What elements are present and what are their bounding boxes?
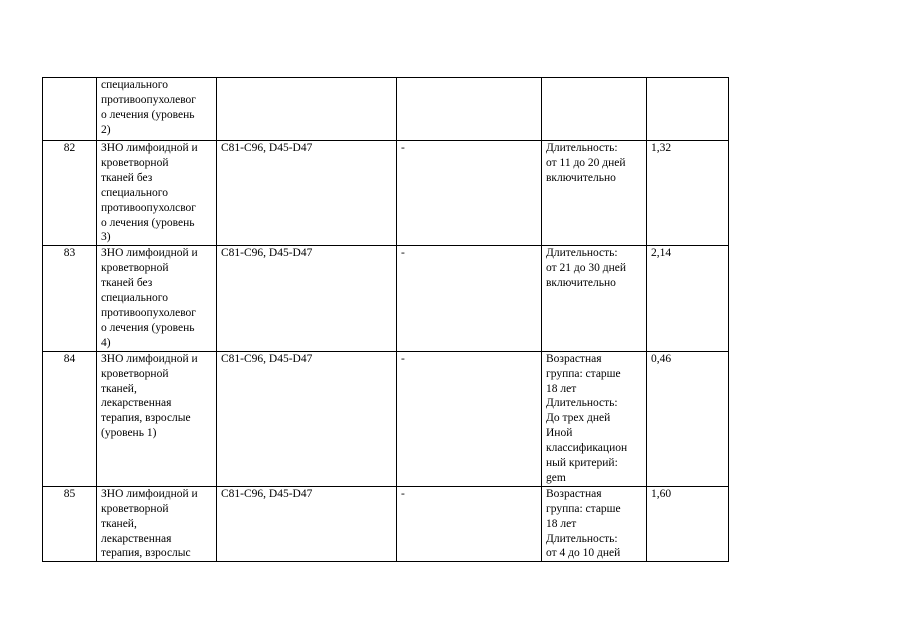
cell-line: от 11 до 20 дней bbox=[546, 156, 626, 169]
cell-line: Возрастная bbox=[546, 352, 602, 365]
cell-line: кроветворной bbox=[101, 156, 169, 169]
row-number-cell: 85 bbox=[43, 486, 97, 562]
group-name-cell bbox=[97, 141, 217, 246]
icd-codes-cell: C81-C96, D45-D47 bbox=[217, 486, 397, 562]
cell-line: от 4 до 10 дней bbox=[546, 547, 621, 560]
cell-line: Иной bbox=[546, 427, 573, 440]
cell-line: gem bbox=[546, 471, 566, 484]
cell-line: 2) bbox=[101, 123, 111, 136]
cell-line: группа: старше bbox=[546, 502, 621, 515]
cell-line: о лечения (уровень bbox=[101, 108, 195, 121]
row-number-cell: 84 bbox=[43, 351, 97, 486]
icd-codes-cell bbox=[217, 78, 397, 141]
cell-line: о лечения (уровень bbox=[101, 216, 195, 229]
cell-line: Длительность: bbox=[546, 247, 618, 260]
cell-line: лекарственная bbox=[101, 397, 172, 410]
services-cell: - bbox=[397, 486, 542, 562]
cell-line: тканей, bbox=[101, 517, 137, 530]
cell-line: ЗНО лимфоидной и bbox=[101, 247, 198, 260]
table-row bbox=[43, 351, 729, 486]
row-number-cell: 82 bbox=[43, 141, 97, 246]
cell-line: включительно bbox=[546, 171, 616, 184]
group-name-cell bbox=[97, 246, 217, 351]
criteria-cell bbox=[542, 351, 647, 486]
cell-line: противоопухолевог bbox=[101, 93, 197, 106]
coefficient-cell: 1,60 bbox=[647, 486, 729, 562]
cell-line: До трех дней bbox=[546, 412, 611, 425]
icd-codes-cell: C81-C96, D45-D47 bbox=[217, 141, 397, 246]
services-cell: - bbox=[397, 351, 542, 486]
cell-line: (уровень 1) bbox=[101, 427, 157, 440]
icd-codes-cell: C81-C96, D45-D47 bbox=[217, 351, 397, 486]
cell-line: лекарственная bbox=[101, 532, 172, 545]
cell-line: Длительность: bbox=[546, 532, 618, 545]
cell-line: включительно bbox=[546, 277, 616, 290]
cell-line: специального bbox=[101, 79, 168, 91]
cell-line: 18 лет bbox=[546, 517, 577, 530]
cell-line: Длительность: bbox=[546, 397, 618, 410]
group-name-cell bbox=[97, 351, 217, 486]
cell-line: тканей без bbox=[101, 171, 153, 184]
cell-line: о лечения (уровень bbox=[101, 321, 195, 334]
cell-line: ЗНО лимфоидной и bbox=[101, 142, 198, 154]
cell-line: ЗНО лимфоидной и bbox=[101, 487, 198, 500]
criteria-cell bbox=[542, 246, 647, 351]
cell-line: тканей, bbox=[101, 382, 137, 395]
cell-line: специального bbox=[101, 292, 168, 305]
criteria-cell bbox=[542, 78, 647, 141]
criteria-cell bbox=[542, 486, 647, 562]
cell-line: 18 лет bbox=[546, 382, 577, 395]
cell-line: терапия, взрослые bbox=[101, 412, 191, 425]
cell-line: противоопухолевог bbox=[101, 306, 197, 319]
coefficient-cell: 2,14 bbox=[647, 246, 729, 351]
row-number-cell: 83 bbox=[43, 246, 97, 351]
table-row bbox=[43, 486, 729, 562]
coefficient-cell: 0,46 bbox=[647, 351, 729, 486]
cell-line: ный критерий: bbox=[546, 457, 618, 470]
table-row bbox=[43, 78, 729, 141]
cell-line: терапия, взрослыс bbox=[101, 547, 191, 560]
row-number-cell bbox=[43, 78, 97, 141]
cell-line: Длительность: bbox=[546, 142, 618, 154]
criteria-cell bbox=[542, 141, 647, 246]
cell-line: тканей без bbox=[101, 277, 153, 290]
coefficient-cell: 1,32 bbox=[647, 141, 729, 246]
cell-line: кроветворной bbox=[101, 367, 169, 380]
group-name-cell bbox=[97, 486, 217, 562]
coefficient-cell bbox=[647, 78, 729, 141]
cell-line: 3) bbox=[101, 231, 111, 244]
tariff-table bbox=[42, 77, 729, 562]
cell-line: кроветворной bbox=[101, 502, 169, 515]
cell-line: 4) bbox=[101, 336, 111, 349]
cell-line: классификацион bbox=[546, 442, 628, 455]
services-cell: - bbox=[397, 141, 542, 246]
cell-line: группа: старше bbox=[546, 367, 621, 380]
cell-line: Возрастная bbox=[546, 487, 602, 500]
table-body bbox=[43, 78, 729, 562]
group-name-cell bbox=[97, 78, 217, 141]
services-cell: - bbox=[397, 246, 542, 351]
icd-codes-cell: C81-C96, D45-D47 bbox=[217, 246, 397, 351]
cell-line: от 21 до 30 дней bbox=[546, 262, 626, 275]
cell-line: противоопухолсвог bbox=[101, 201, 197, 214]
table-row bbox=[43, 141, 729, 246]
services-cell bbox=[397, 78, 542, 141]
table-row bbox=[43, 246, 729, 351]
cell-line: специального bbox=[101, 186, 168, 199]
cell-line: кроветворной bbox=[101, 262, 169, 275]
cell-line: ЗНО лимфоидной и bbox=[101, 352, 198, 365]
